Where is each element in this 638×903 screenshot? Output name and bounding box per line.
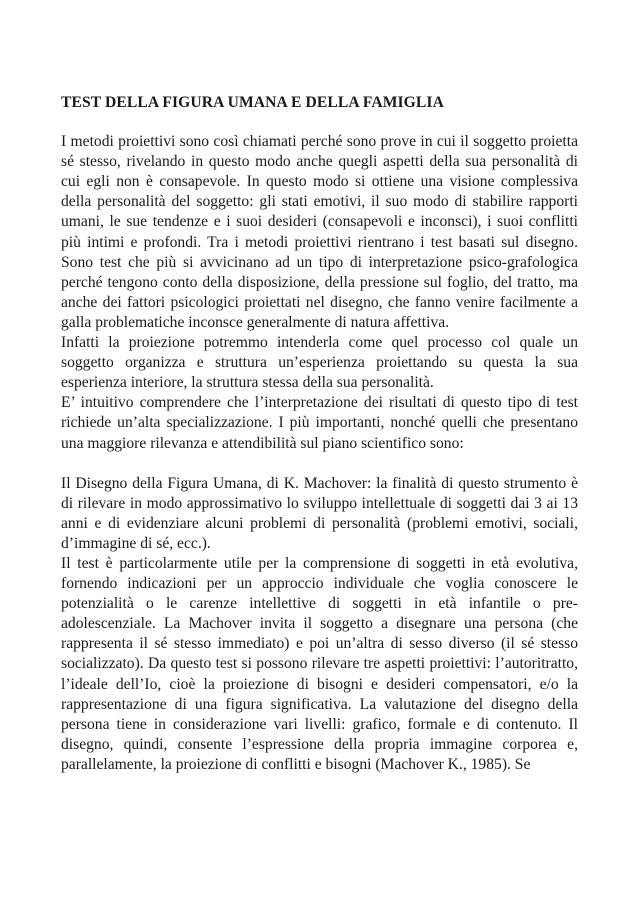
document-title: TEST DELLA FIGURA UMANA E DELLA FAMIGLIA (61, 94, 444, 111)
paragraph-machover-intro: Il Disegno della Figura Umana, di K. Machover: la finalità di questo strumento è di rilevare in modo approssimativo lo sviluppo intellettuale di soggetti dai 3 ai 13 anni e di evidenziare alcuni problemi di personalità (problemi emotivi, sociali, d’immagine di sé, ecc.). (61, 474, 578, 552)
paragraph-interpretation: E’ intuitivo comprendere che l’interpretazione dei risultati di questo tipo di test richiede un’alta specializzazione. I più importanti, nonché quelli che presentano una maggiore rilevanza e attendibilità sul piano scientifico sono: (61, 394, 578, 452)
paragraph-machover-details: Il test è particolarmente utile per la comprensione di soggetti in età evolutiva, fornendo indicazioni per un approccio individuale che voglia conoscere le potenzialità o le carenze intellettive di soggetti in età infantile o pre-adolescenziale. La Machover invita il soggetto a disegnare una persona (che rappresenta il sé stesso immediato) e poi un’altra di sesso diverso (il sé stesso socializzato). Da questo test si possono rilevare tre aspetti proiettivi: l’autoritratto, l’ideale dell’Io, cioè la proiezione di bisogni e desideri compensatori, e/o la rappresentazione di una figura significativa. La valutazione del disegno della persona tiene in considerazione vari livelli: grafico, formale e di contenuto. Il disegno, quindi, consente l’espressione della propria immagine corporea e, parallelamente, la proiezione di conflitti e bisogni (Machover K., 1985). Se (61, 554, 578, 773)
document-page (61, 93, 578, 775)
paragraph-intro: I metodi proiettivi sono così chiamati perché sono prove in cui il soggetto proietta sé stesso, rivelando in questo modo anche quegli aspetti della sua personalità di cui egli non è consapevole. In questo modo si ottiene una visione complessiva della personalità del soggetto: gli stati emotivi, il suo modo di stabilire rapporti umani, le sue tendenze e i suoi desideri (consapevoli e inconsci), i suoi conflitti più intimi e profondi. Tra i metodi proiettivi rientrano i test basati sul disegno. Sono test che più si avvicinano ad un tipo di interpretazione psico-grafologica perché tengono conto della disposizione, della pressione sul foglio, del tratto, ma anche dei fattori psicologici proiettati nel disegno, che fanno venire facilmente a galla problematiche inconsce generalmente di natura affettiva. (61, 133, 578, 331)
paragraph-projection: Infatti la proiezione potremmo intenderla come quel processo col quale un soggetto organizza e struttura un’esperienza proiettando su questa la sua esperienza interiore, la struttura stessa della sua personalità. (61, 334, 578, 392)
paragraph-gap (61, 454, 578, 474)
